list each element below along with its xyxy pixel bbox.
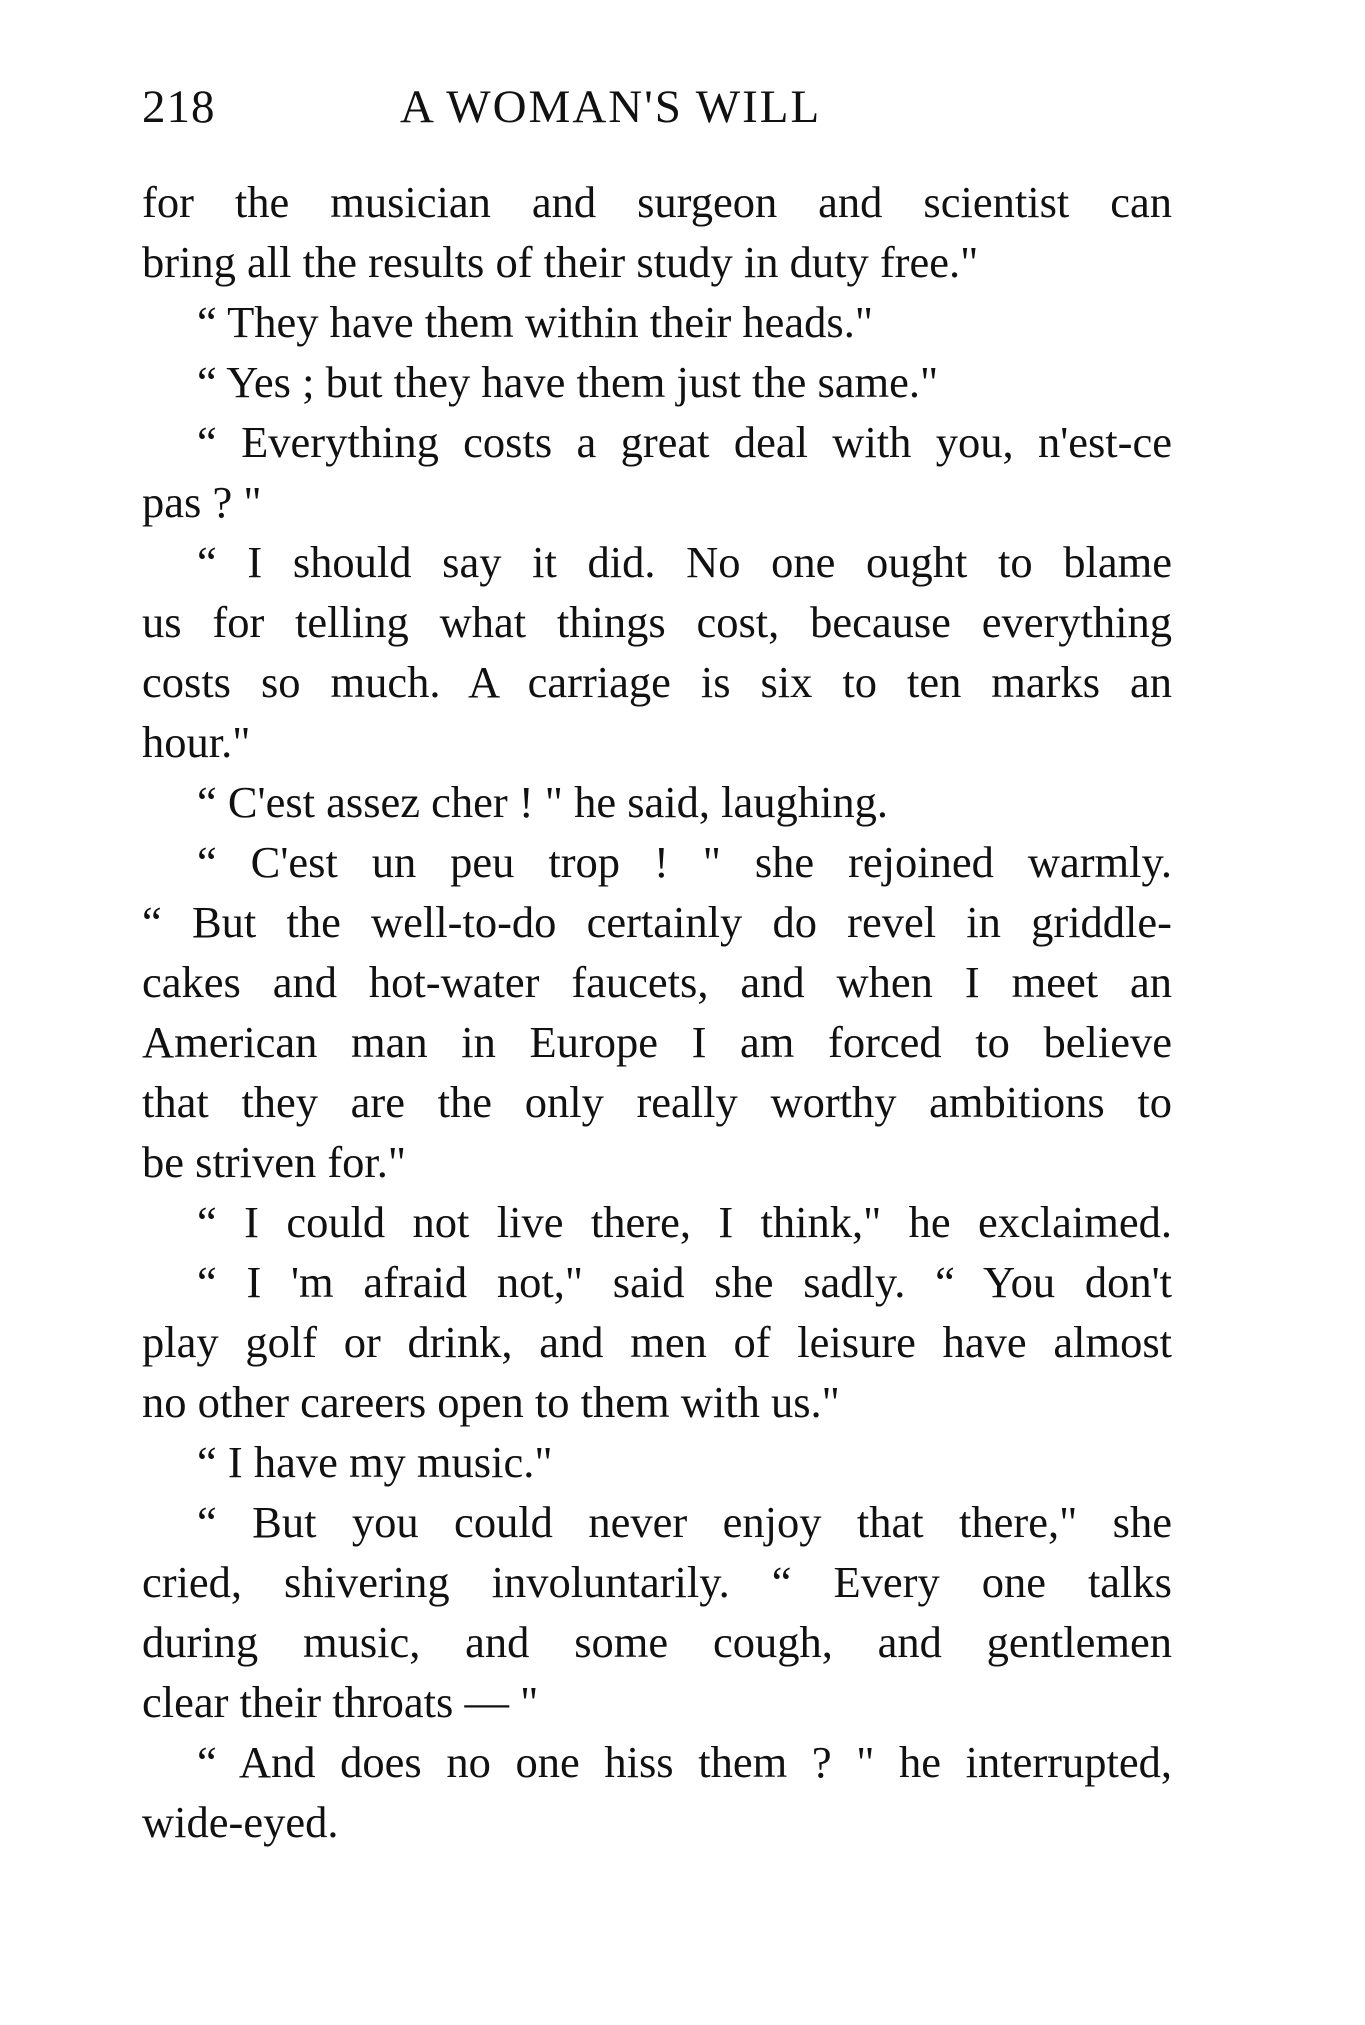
text-line: “ But you could never enjoy that there," she — [197, 1497, 1172, 1547]
text-line: that they are the only really worthy ambitions to — [142, 1077, 1172, 1127]
text-line: “ They have them within their heads." — [197, 297, 873, 347]
text-line: for the musician and surgeon and scientist can — [142, 177, 1172, 227]
text-line: costs so much. A carriage is six to ten marks an — [142, 657, 1172, 707]
text-line: cried, shivering involuntarily. “ Every one talks — [142, 1557, 1172, 1607]
body-text — [142, 172, 1172, 1852]
text-line: wide-eyed. — [142, 1797, 339, 1847]
text-line: cakes and hot-water faucets, and when I meet an — [142, 957, 1172, 1007]
text-line: no other careers open to them with us." — [142, 1377, 840, 1427]
page-header — [142, 72, 1172, 142]
text-line: during music, and some cough, and gentlemen — [142, 1617, 1172, 1667]
text-line: hour." — [142, 717, 251, 767]
text-line: “ C'est assez cher ! " he said, laughing. — [197, 777, 888, 827]
text-line: “ I 'm afraid not," said she sadly. “ You don't — [197, 1257, 1172, 1307]
text-line: clear their throats — " — [142, 1677, 539, 1727]
text-line: “ C'est un peu trop ! " she rejoined warmly. — [197, 837, 1172, 887]
text-line: “ I should say it did. No one ought to blame — [197, 537, 1172, 587]
text-line: “ And does no one hiss them ? " he interrupted, — [197, 1737, 1172, 1787]
text-line: “ I have my music." — [197, 1437, 553, 1487]
page-number: 218 — [142, 81, 216, 133]
text-line: “ Yes ; but they have them just the same." — [197, 357, 939, 407]
text-line: be striven for." — [142, 1137, 407, 1187]
text-line: bring all the results of their study in duty free." — [142, 237, 979, 287]
text-line: “ But the well-to-do certainly do revel in griddle- — [142, 897, 1172, 947]
text-line: play golf or drink, and men of leisure have almost — [142, 1317, 1172, 1367]
text-line: us for telling what things cost, because everything — [142, 597, 1172, 647]
text-line: “ I could not live there, I think," he exclaimed. — [197, 1197, 1172, 1247]
text-line: “ Everything costs a great deal with you, n'est-ce — [197, 417, 1172, 467]
running-title: A WOMAN'S WILL — [400, 81, 822, 133]
text-line: pas ? " — [142, 477, 262, 527]
text-line: American man in Europe I am forced to believe — [142, 1017, 1172, 1067]
